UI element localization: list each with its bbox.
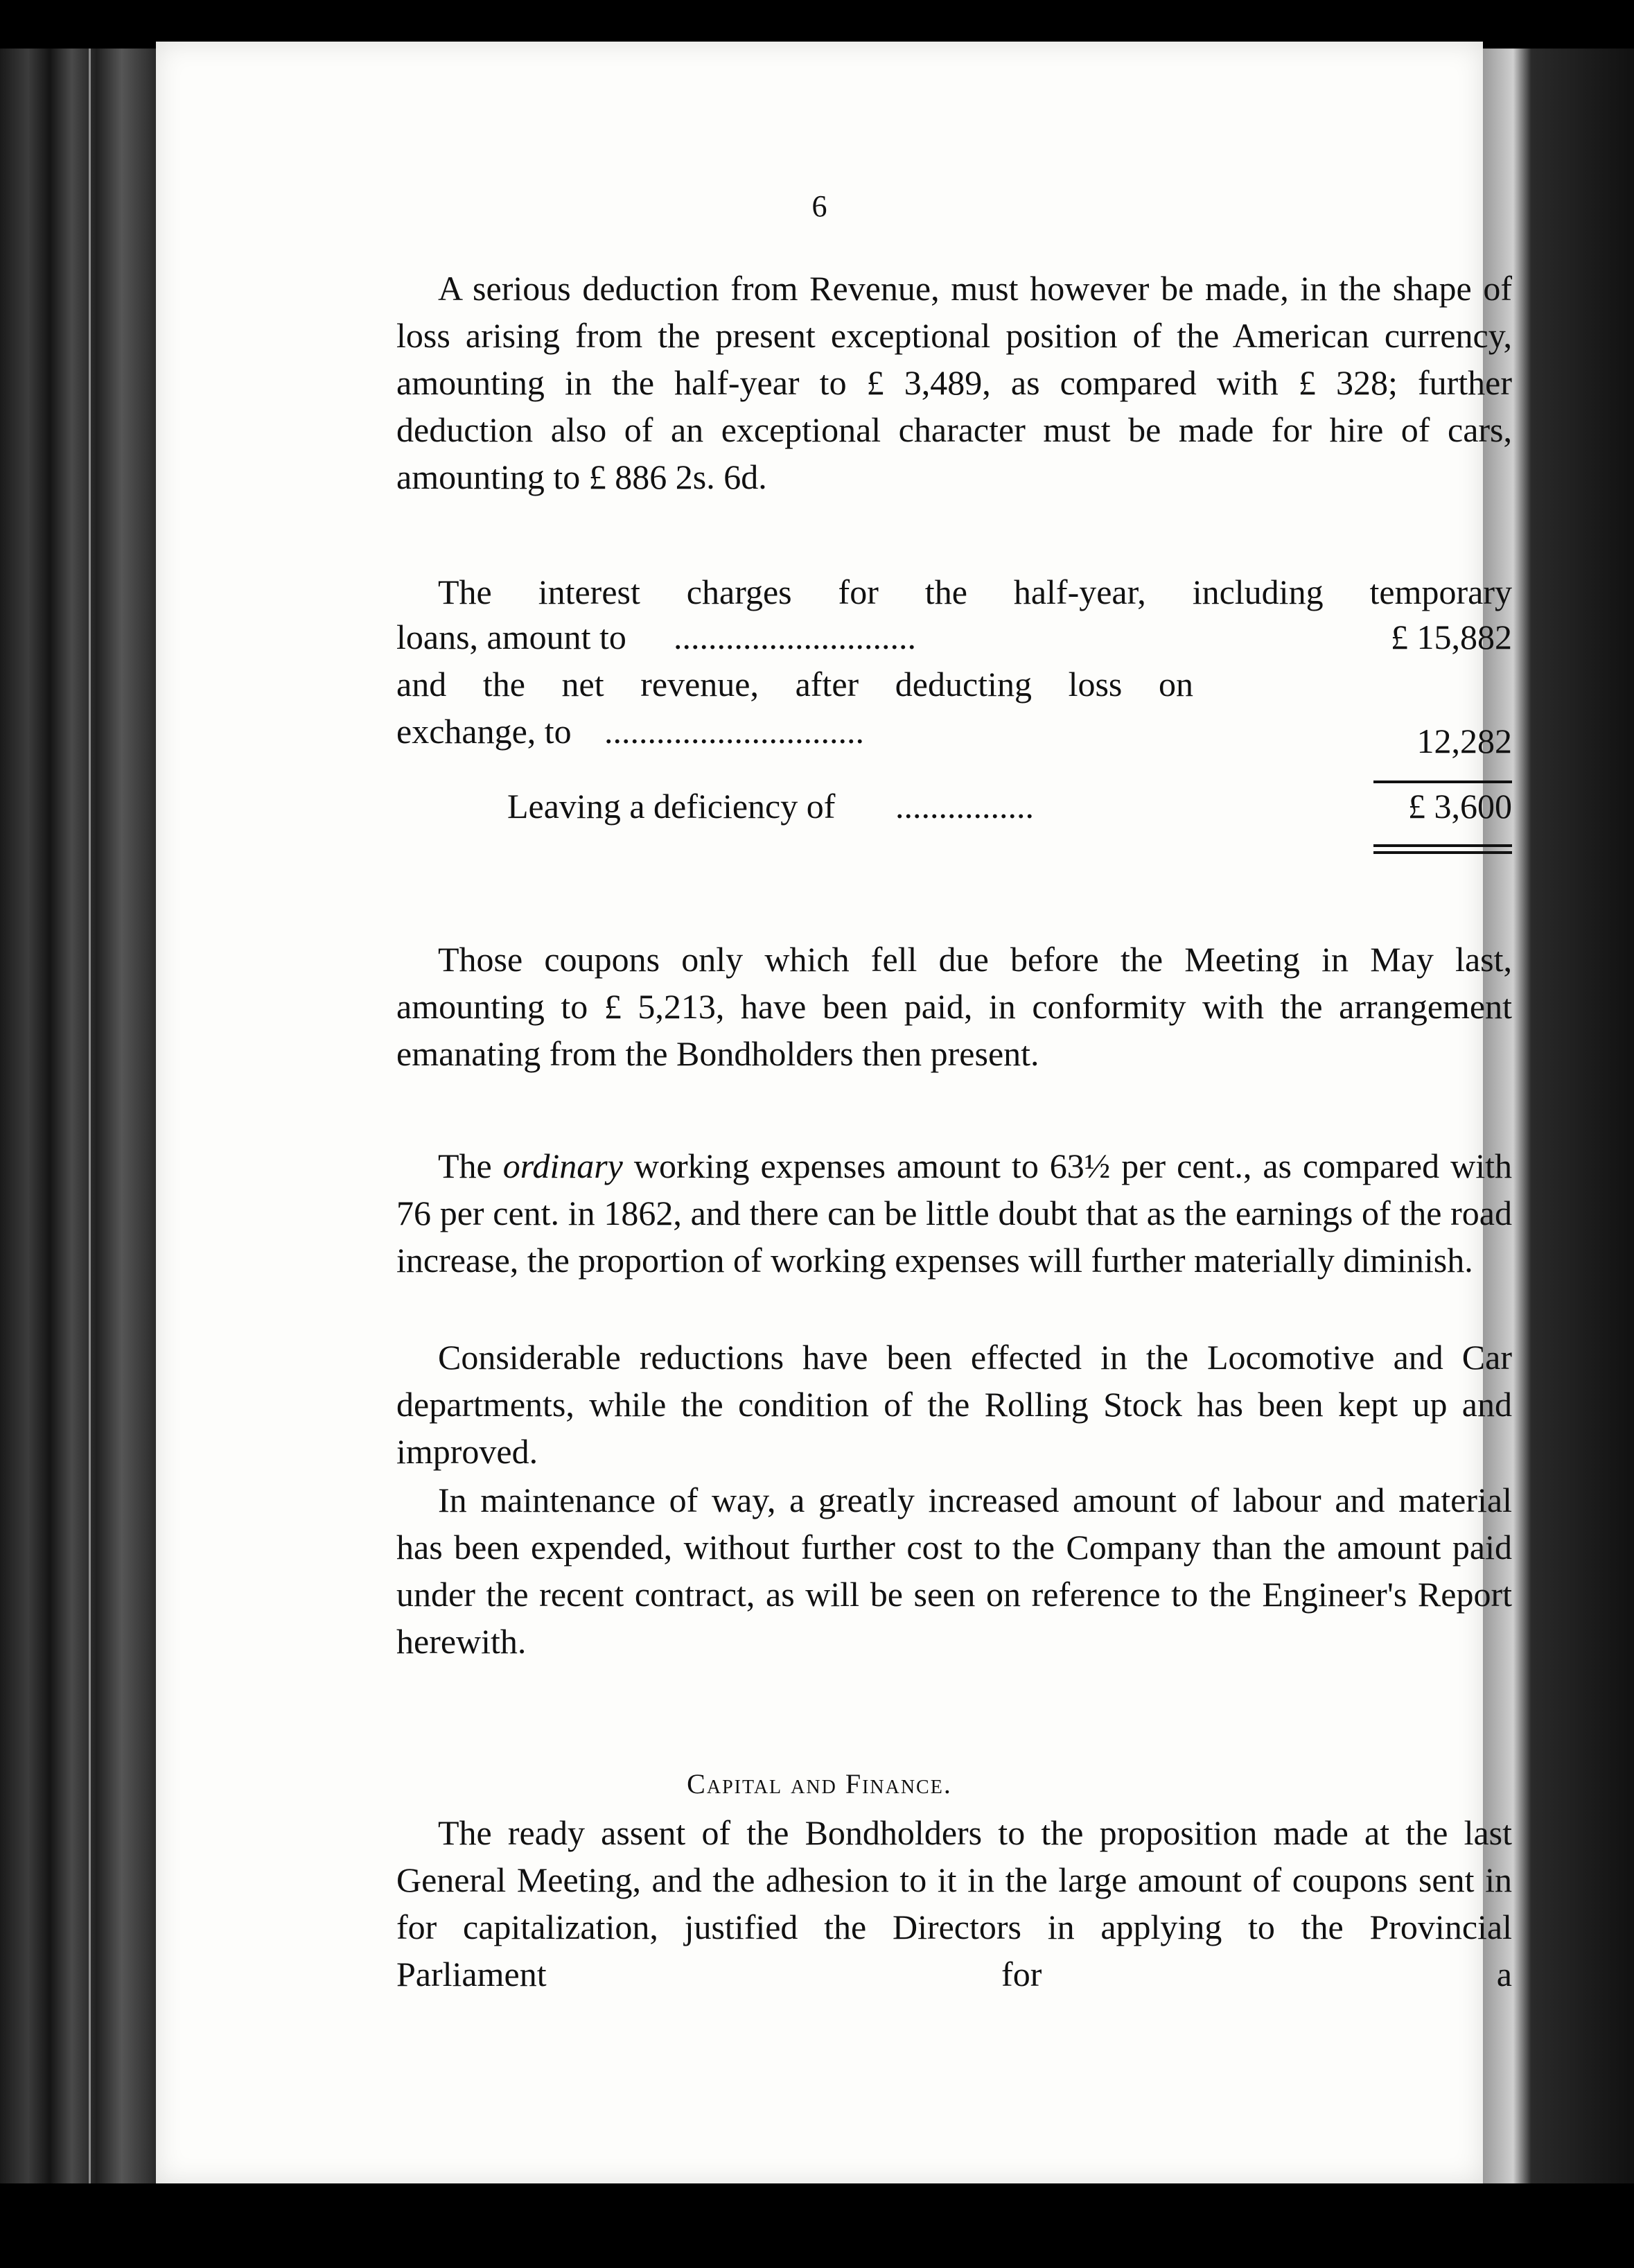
ledger-spacer [396,833,1512,854]
paragraph-text: In maintenance of way, a greatly increased amount of labour and material has been expended, without further cost to the Company than the amount paid under the recent contract, as will be seen on reference to the Engineer's Report herewith. [396,1481,1512,1661]
book-page [156,42,1512,2183]
leader-dots: ................ [895,787,1034,826]
ledger-label: loans, amount to [396,618,626,656]
paragraph-text: Considerable reductions have been effected in the Locomotive and Car departments, while the condition of the Rolling Stock has been kept up and improved. [396,1338,1512,1471]
text-run: The [438,1146,503,1185]
sum-rule [1373,780,1512,783]
paragraph-coupons [396,936,1512,1077]
paragraph-text: Those coupons only which fell due before the Meeting in May last, amounting to £ 5,213, have been paid, in conformity with the arrangement emanating from the Bondholders then present. [396,940,1512,1073]
ledger-label: and the net revenue, after deducting loss on [396,665,1193,704]
paragraph-text: A serious deduction from Revenue, must however be made, in the shape of loss arising from the present exceptional position of the American currency, amounting in the half-year to £ 3,489, as compared with £ 328; further deduction also of an exceptional character must be made for hire of cars, amounting to £ 886 2s. 6d. [396,269,1512,496]
paragraph-reductions [396,1334,1512,1475]
paragraph-text: The interest charges for the half-year, including temporary [438,573,1512,611]
ledger-spacer [396,758,1512,786]
ledger-row-net-revenue-line [396,664,1193,711]
deficiency-ledger [396,617,1512,854]
ledger-amount: £ 15,882 [1391,618,1512,656]
microfilm-bottom-border [0,2183,1634,2268]
paragraph-revenue-deduction [396,265,1512,500]
book-binding-edge [0,49,156,2183]
section-heading: Capital and Finance. [687,1768,952,1799]
leader-dots: ............................ [674,618,916,656]
text-run: working expenses amount to 63½ per cent., as compared with 76 per cent. in 1862, and there can be little doubt that as the earnings of the road increase, the proportion of working expenses will further materially diminish. [396,1146,1512,1280]
ledger-label: Leaving a deficiency of [507,787,836,826]
ledger-amount: £ 3,600 [1408,787,1512,826]
ledger-amount: 12,282 [1416,722,1512,760]
leader-dots: .............................. [604,712,864,751]
paragraph-capital-finance [396,1809,1512,1998]
total-double-rule [1373,844,1512,854]
ledger-row-deficiency [396,786,1512,833]
ledger-row-loans [396,617,1512,664]
binding-highlight [89,49,91,2183]
ledger-row-net-revenue [396,711,1512,758]
paragraph-text [396,1142,1512,1284]
ledger-label: exchange, to [396,712,572,751]
paragraph-maintenance [396,1476,1512,1665]
italic-text: ordinary [502,1146,623,1185]
page-number: 6 [811,189,827,223]
paragraph-working-expenses [396,1142,1512,1284]
paragraph-text: The ready assent of the Bondholders to the proposition made at the last General Meeting, and the adhesion to it in the large amount of coupons sent in for capitalization, justified the Directors in applying to the Provincial Parliament for a [396,1813,1512,1994]
paragraph-interest-charges [396,568,1512,616]
